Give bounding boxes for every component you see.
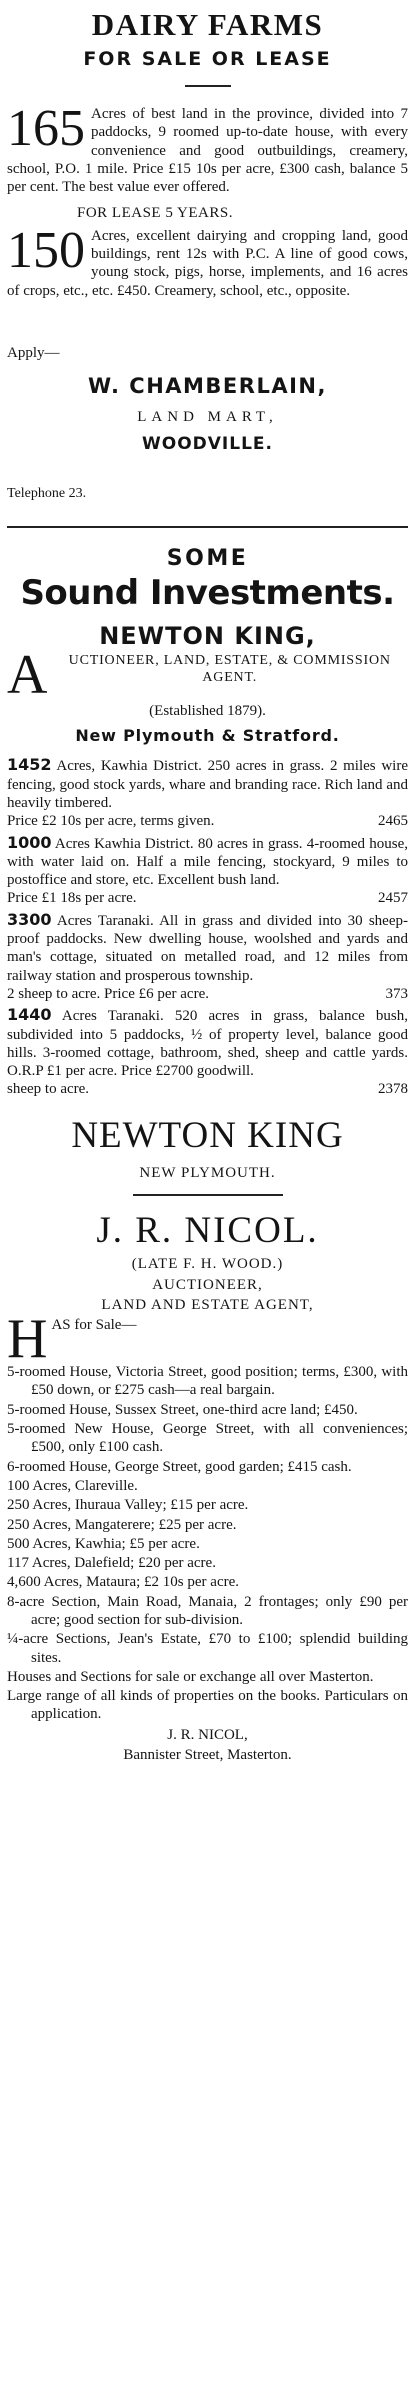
list-item: 250 Acres, Mangaterere; £25 per acre. [7,1516,237,1533]
divider [185,85,231,87]
agent-name: J. R. NICOL. [96,1210,319,1252]
list-item: 6-roomed House, George Street, good garden; £415 cash. [7,1458,352,1475]
property-list [7,755,408,1098]
agent-role-2: LAND AND ESTATE AGENT, [101,1296,314,1313]
list-item: 5-roomed New House, George Street, with all conveniences; £500, only £100 cash. [7,1421,408,1456]
acre-number: 3300 [7,909,52,929]
nicol-ad [7,1208,408,1764]
intro [7,1308,408,1371]
footer-town: NEW PLYMOUTH. [139,1164,276,1181]
list-item: ¼-acre Sections, Jean's Estate, £70 to £100; splendid building sites. [7,1631,408,1666]
list-item: 5-roomed House, Sussex Street, one-third acre land; £450. [7,1401,358,1418]
list-item: 500 Acres, Kawhia; £5 per acre. [7,1535,200,1552]
list-item [7,755,408,830]
agent-role-1: AUCTIONEER, [152,1276,263,1293]
listing-number: 150 [7,221,85,279]
signature-address: Bannister Street, Masterton. [123,1747,292,1764]
listing-text: Acres, excellent dairying and cropping land, good buildings, rent 12s with P.C. A line of good cows, young stock, pigs, horse, implements, and 16 acres of crops, etc., etc. £450. Creamery, school, etc., opposite. [7,227,408,299]
signature-name: J. R. NICOL, [167,1726,248,1743]
list-item: Large range of all kinds of properties on the books. Particulars on application. [7,1688,408,1723]
acre-number: 1000 [7,832,52,852]
item-price: Price £2 10s per acre, terms given. [7,813,215,830]
list-item: 4,600 Acres, Mataura; £2 10s per acre. [7,1574,240,1591]
newton-king-ad [7,546,408,1182]
acre-number: 1440 [7,1005,52,1025]
list-item [7,910,408,1003]
agent-town: WOODVILLE. [142,434,273,455]
telephone: Telephone 23. [7,485,87,501]
list-item: 117 Acres, Dalefield; £20 per acre. [7,1555,216,1572]
section-divider [133,1194,283,1196]
land-mart: LAND MART, [137,408,278,425]
list-item: 5-roomed House, Victoria Street, good position; terms, £300, with £50 down, or £275 cash—a real bargain. [7,1364,408,1399]
acre-number: 1452 [7,755,52,775]
lease-heading: FOR LEASE 5 YEARS. [77,205,233,222]
list-item [7,833,408,908]
established: (Established 1879). [149,702,266,719]
apply-label: Apply— [7,344,60,361]
list-item: 100 Acres, Clareville. [7,1477,138,1494]
item-price: 2 sheep to acre. Price £6 per acre. [7,985,209,1002]
item-ref: 2378 [378,1081,408,1098]
item-price: Price £1 18s per acre. [7,890,137,907]
ad-headline: Sound Investments. [20,572,395,613]
list-item [7,1005,408,1098]
dairy-farms-ad [7,6,408,502]
item-price: sheep to acre. [7,1081,90,1098]
listing-text: Acres of best land in the province, divided into 7 paddocks, 9 roomed up-to-date house, with every convenience and good outbuildings, creamery, school, P.O. 1 mile. Price £15 10s per acre, £300 cash, balance 5 per cent. The best value ever offered. [7,105,408,196]
list-item: 250 Acres, Ihuraua Valley; £15 per acre. [7,1497,249,1514]
agent-role [7,643,408,706]
list-item: 8-acre Section, Main Road, Manaia, 2 frontages; only £90 per acre; good section for sub-division. [7,1593,408,1628]
drop-cap: H [7,1308,48,1371]
listing-number: 165 [7,99,85,157]
item-ref: 373 [385,985,408,1002]
listing-150 [7,221,408,300]
role-text: UCTIONEER, LAND, ESTATE, & COMMISSION AGENT. [68,652,391,685]
item-text: Acres Taranaki. All in grass and divided into 30 sheep-proof paddocks. New dwelling house, woolshed and yards and man's cottage, situated on metalled road, and 12 miles from railway station and prosperous township. [7,912,408,984]
property-list [7,1363,408,1724]
offices: New Plymouth & Stratford. [75,725,340,745]
item-text: Acres, Kawhia District. 250 acres in grass. 2 miles wire fencing, good stock yards, whare and branding race. Rich land and heavily timbered. [7,758,408,811]
agent-name: W. CHAMBERLAIN, [88,374,327,399]
ad-kicker: SOME [166,545,249,571]
item-text: Acres Taranaki. 520 acres in grass, balance bush, subdivided into 5 paddocks, ½ of property level, balance good hills. 3-roomed cottage, bathroom, shed, sheep and cattle yards. O.R.P £1 per acre. Price £2700 goodwill. [7,1008,408,1080]
late-of: (LATE F. H. WOOD.) [131,1256,284,1273]
agent-name: NEWTON KING, [99,622,316,651]
ad-subtitle: FOR SALE OR LEASE [83,47,332,70]
list-item: Houses and Sections for sale or exchange all over Masterton. [7,1668,374,1685]
listing-165 [7,99,408,196]
drop-cap: A [7,643,48,706]
item-text: Acres Kawhia District. 80 acres in grass. 4-roomed house, with water laid on. Half a mile fencing, stockyard, 9 miles to postoffice and store, etc. Excellent bush land. [7,835,408,889]
intro-text: AS for Sale— [51,1317,137,1334]
item-ref: 2465 [378,813,408,830]
footer-agent-name: NEWTON KING [71,1114,344,1156]
section-divider [7,526,408,528]
item-ref: 2457 [378,890,408,907]
ad-title: DAIRY FARMS [91,7,324,42]
